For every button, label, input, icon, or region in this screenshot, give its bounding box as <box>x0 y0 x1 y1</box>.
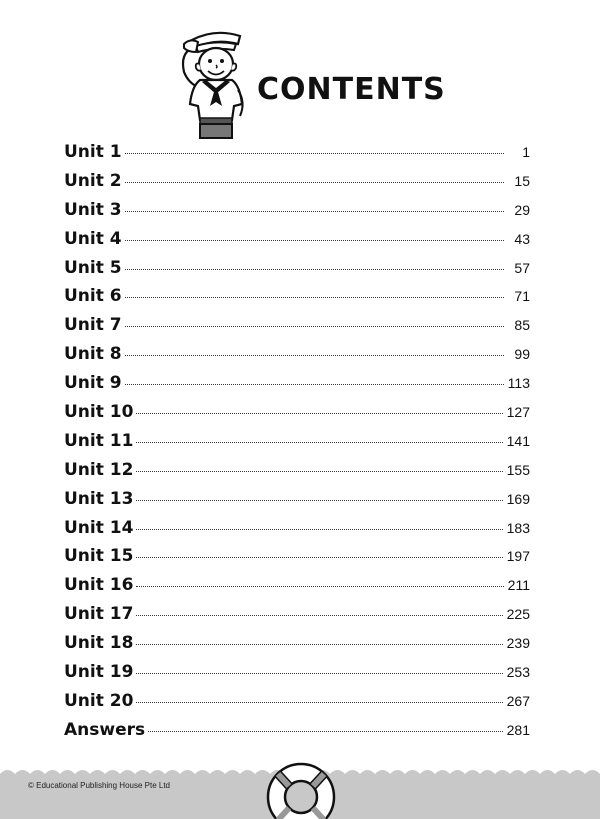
toc-entry-page: 169 <box>506 490 530 507</box>
toc-entry-label: Unit 2 <box>64 170 122 191</box>
toc-entry[interactable] <box>64 171 530 200</box>
toc-leader-dots <box>136 702 502 703</box>
toc-entry-label: Unit 7 <box>64 315 122 336</box>
toc-entry-label: Unit 20 <box>64 690 134 711</box>
toc-entry[interactable] <box>64 691 530 720</box>
copyright-notice: © Educational Publishing House Pte Ltd <box>28 781 170 790</box>
toc-leader-dots <box>136 500 502 501</box>
toc-entry-label: Unit 16 <box>64 575 134 596</box>
toc-entry-page: 197 <box>506 548 530 565</box>
toc-entry[interactable] <box>64 142 530 171</box>
toc-leader-dots <box>136 673 502 674</box>
toc-leader-dots <box>136 644 502 645</box>
toc-leader-dots <box>136 529 502 530</box>
toc-entry-label: Unit 8 <box>64 344 122 365</box>
toc-entry-page: 211 <box>507 577 530 594</box>
toc-entry[interactable] <box>64 633 530 662</box>
toc-leader-dots <box>148 731 503 732</box>
toc-leader-dots <box>136 442 502 443</box>
toc-entry-page: 113 <box>507 375 530 392</box>
toc-entry-page: 141 <box>506 432 530 449</box>
toc-entry-page: 99 <box>514 346 530 363</box>
toc-leader-dots <box>125 211 504 212</box>
toc-entry-label: Unit 10 <box>64 402 134 423</box>
toc-entry-page: 267 <box>506 692 530 709</box>
toc-leader-dots <box>136 586 503 587</box>
toc-entry-label: Unit 12 <box>64 459 134 480</box>
toc-leader-dots <box>125 240 504 241</box>
toc-entry-page: 127 <box>506 404 530 421</box>
toc-leader-dots <box>125 153 504 154</box>
toc-entry-page: 43 <box>514 230 530 247</box>
table-of-contents <box>64 142 530 749</box>
toc-leader-dots <box>125 384 504 385</box>
toc-entry-page: 85 <box>514 317 530 334</box>
toc-leader-dots <box>125 355 504 356</box>
toc-entry[interactable] <box>64 344 530 373</box>
toc-entry[interactable] <box>64 286 530 315</box>
toc-leader-dots <box>125 269 504 270</box>
toc-leader-dots <box>125 182 504 183</box>
toc-entry[interactable] <box>64 229 530 258</box>
toc-entry-page: 57 <box>514 259 530 276</box>
toc-entry-page: 239 <box>506 635 530 652</box>
toc-entry-label: Unit 18 <box>64 633 134 654</box>
toc-entry-page: 253 <box>506 664 530 681</box>
toc-entry[interactable] <box>64 200 530 229</box>
sailor-boy-icon <box>170 20 260 145</box>
toc-entry[interactable] <box>64 373 530 402</box>
toc-entry-label: Unit 15 <box>64 546 134 567</box>
toc-entry[interactable] <box>64 431 530 460</box>
toc-entry[interactable] <box>64 402 530 431</box>
toc-entry-label: Unit 1 <box>64 142 122 162</box>
toc-entry[interactable] <box>64 546 530 575</box>
toc-entry[interactable] <box>64 662 530 691</box>
toc-entry[interactable] <box>64 258 530 287</box>
toc-entry[interactable] <box>64 575 530 604</box>
toc-entry-page: 29 <box>514 201 530 218</box>
toc-entry-label: Unit 4 <box>64 228 122 249</box>
toc-entry-label: Unit 19 <box>64 662 134 683</box>
toc-entry[interactable] <box>64 489 530 518</box>
toc-entry-label: Unit 9 <box>64 373 122 394</box>
toc-entry-page: 183 <box>506 519 530 536</box>
toc-entry-page: 225 <box>506 606 530 623</box>
toc-entry-page: 1 <box>522 144 530 160</box>
toc-entry-label: Unit 14 <box>64 517 134 538</box>
toc-entry[interactable] <box>64 518 530 547</box>
toc-leader-dots <box>136 557 502 558</box>
toc-leader-dots <box>136 615 502 616</box>
toc-entry-label: Unit 6 <box>64 286 122 307</box>
toc-entry[interactable] <box>64 315 530 344</box>
toc-entry-label: Unit 3 <box>64 199 122 220</box>
toc-entry-page: 15 <box>514 172 530 189</box>
toc-entry-label: Unit 17 <box>64 604 134 625</box>
toc-leader-dots <box>125 326 504 327</box>
toc-entry-page: 71 <box>514 288 530 305</box>
toc-entry[interactable] <box>64 460 530 489</box>
page-title: CONTENTS <box>257 72 446 107</box>
toc-entry-label: Answers <box>64 719 146 740</box>
toc-leader-dots <box>125 297 504 298</box>
toc-entry-label: Unit 5 <box>64 257 122 278</box>
lifebuoy-icon <box>264 757 338 819</box>
toc-entry-page: 155 <box>506 461 530 478</box>
toc-entry[interactable] <box>64 720 530 749</box>
toc-leader-dots <box>136 471 502 472</box>
toc-entry-label: Unit 11 <box>64 430 134 451</box>
toc-entry[interactable] <box>64 604 530 633</box>
toc-leader-dots <box>136 413 502 414</box>
toc-entry-page: 281 <box>506 721 530 738</box>
toc-entry-label: Unit 13 <box>64 488 134 509</box>
